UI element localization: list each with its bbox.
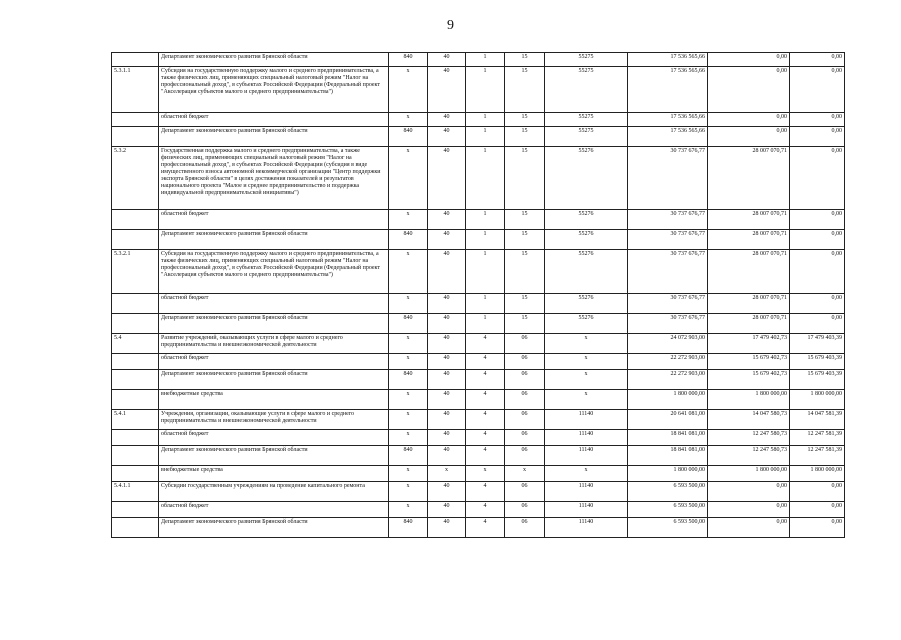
code-direction-cell: 11140 xyxy=(545,502,628,518)
code-direction-cell: x xyxy=(545,354,628,370)
row-name-cell: внебюджетные средства xyxy=(159,390,389,410)
table-row xyxy=(112,210,845,230)
amount-year3-cell: 1 800 000,00 xyxy=(790,466,845,482)
amount-year3-cell: 14 047 581,39 xyxy=(790,410,845,430)
code-event-cell: 15 xyxy=(505,230,545,250)
code-subprogram-cell: 1 xyxy=(466,67,505,113)
amount-year1-cell: 30 737 676,77 xyxy=(628,147,708,210)
code-event-cell: 06 xyxy=(505,354,545,370)
amount-year1-cell: 1 800 000,00 xyxy=(628,390,708,410)
row-number-cell xyxy=(112,370,159,390)
code-event-cell: 15 xyxy=(505,314,545,334)
table-row xyxy=(112,334,845,354)
row-name-cell: областной бюджет xyxy=(159,430,389,446)
amount-year3-cell: 0,00 xyxy=(790,67,845,113)
code-direction-cell: 11140 xyxy=(545,518,628,538)
table-row xyxy=(112,430,845,446)
amount-year1-cell: 6 593 500,00 xyxy=(628,502,708,518)
amount-year1-cell: 18 841 081,00 xyxy=(628,430,708,446)
amount-year2-cell: 28 007 070,71 xyxy=(708,314,790,334)
row-number-cell xyxy=(112,446,159,466)
code-program-cell: 40 xyxy=(428,390,466,410)
row-name-cell: Субсидия на государственную поддержку малого и среднего предпринимательства, а также физических лиц, применяющих специальный налоговый режим "Налог на профессиональный доход", в субъектах Российской Федерации (Федеральный проект "Акселерация субъектов малого и среднего предпринимательства") xyxy=(159,250,389,294)
amount-year3-cell: 0,00 xyxy=(790,502,845,518)
code-program-cell: 40 xyxy=(428,147,466,210)
code-subprogram-cell: 1 xyxy=(466,230,505,250)
amount-year3-cell: 15 679 403,39 xyxy=(790,370,845,390)
amount-year2-cell: 28 007 070,71 xyxy=(708,250,790,294)
amount-year1-cell: 18 841 081,00 xyxy=(628,446,708,466)
code-subprogram-cell: 4 xyxy=(466,430,505,446)
table-row xyxy=(112,250,845,294)
amount-year2-cell: 0,00 xyxy=(708,482,790,502)
amount-year3-cell: 0,00 xyxy=(790,518,845,538)
amount-year3-cell: 0,00 xyxy=(790,314,845,334)
budget-table xyxy=(111,52,845,538)
code-program-cell: 40 xyxy=(428,250,466,294)
table-row xyxy=(112,127,845,147)
code-grbs-cell: x xyxy=(389,334,428,354)
amount-year3-cell: 0,00 xyxy=(790,147,845,210)
amount-year3-cell: 0,00 xyxy=(790,482,845,502)
row-name-cell: областной бюджет xyxy=(159,113,389,127)
row-name-cell: Департамент экономического развития Брянской области xyxy=(159,370,389,390)
table-row xyxy=(112,53,845,67)
row-number-cell: 5.4.1 xyxy=(112,410,159,430)
code-program-cell: 40 xyxy=(428,294,466,314)
code-program-cell: x xyxy=(428,466,466,482)
row-number-cell xyxy=(112,502,159,518)
code-program-cell: 40 xyxy=(428,67,466,113)
amount-year2-cell: 0,00 xyxy=(708,113,790,127)
amount-year3-cell: 0,00 xyxy=(790,250,845,294)
row-number-cell xyxy=(112,113,159,127)
row-name-cell: Государственная поддержка малого и среднего предпринимательства, а также физических лиц, применяющих специальный налоговый режим "Налог на профессиональный доход", в субъектах Российской Федерации (субсидия в виде имущественного взноса автономной некоммерческой организации "Центр поддержки экспорта Брянской области" в целях достижения показателей и результатов национального проекта "Малое и среднее предпринимательство и поддержка индивидуальной предпринимательской инициативы") xyxy=(159,147,389,210)
code-event-cell: 15 xyxy=(505,127,545,147)
amount-year1-cell: 30 737 676,77 xyxy=(628,250,708,294)
row-number-cell xyxy=(112,466,159,482)
amount-year2-cell: 17 479 402,73 xyxy=(708,334,790,354)
code-subprogram-cell: 4 xyxy=(466,446,505,466)
code-event-cell: 06 xyxy=(505,390,545,410)
table-row xyxy=(112,518,845,538)
amount-year3-cell: 0,00 xyxy=(790,127,845,147)
row-number-cell xyxy=(112,390,159,410)
code-direction-cell: x xyxy=(545,390,628,410)
amount-year2-cell: 28 007 070,71 xyxy=(708,294,790,314)
code-grbs-cell: x xyxy=(389,354,428,370)
code-program-cell: 40 xyxy=(428,354,466,370)
code-direction-cell: 55276 xyxy=(545,210,628,230)
row-number-cell xyxy=(112,314,159,334)
code-direction-cell: 55275 xyxy=(545,53,628,67)
row-number-cell xyxy=(112,53,159,67)
row-name-cell: Департамент экономического развития Брянской области xyxy=(159,127,389,147)
code-event-cell: x xyxy=(505,466,545,482)
code-direction-cell: 11140 xyxy=(545,410,628,430)
row-name-cell: Департамент экономического развития Брянской области xyxy=(159,446,389,466)
code-grbs-cell: x xyxy=(389,210,428,230)
code-subprogram-cell: 4 xyxy=(466,482,505,502)
amount-year2-cell: 15 679 402,73 xyxy=(708,370,790,390)
amount-year2-cell: 28 007 070,71 xyxy=(708,147,790,210)
row-number-cell: 5.3.2.1 xyxy=(112,250,159,294)
code-direction-cell: 55276 xyxy=(545,250,628,294)
code-event-cell: 15 xyxy=(505,67,545,113)
code-direction-cell: 55276 xyxy=(545,147,628,210)
code-grbs-cell: x xyxy=(389,113,428,127)
table-row xyxy=(112,113,845,127)
code-direction-cell: 55276 xyxy=(545,314,628,334)
row-name-cell: Департамент экономического развития Брянской области xyxy=(159,230,389,250)
table-row xyxy=(112,446,845,466)
code-program-cell: 40 xyxy=(428,482,466,502)
amount-year3-cell: 0,00 xyxy=(790,230,845,250)
row-number-cell xyxy=(112,430,159,446)
row-name-cell: областной бюджет xyxy=(159,294,389,314)
table-row xyxy=(112,147,845,210)
amount-year3-cell: 0,00 xyxy=(790,294,845,314)
row-number-cell xyxy=(112,230,159,250)
code-direction-cell: x xyxy=(545,334,628,354)
code-direction-cell: 11140 xyxy=(545,446,628,466)
row-number-cell: 5.3.1.1 xyxy=(112,67,159,113)
amount-year1-cell: 6 593 500,00 xyxy=(628,518,708,538)
code-grbs-cell: 840 xyxy=(389,53,428,67)
code-program-cell: 40 xyxy=(428,127,466,147)
amount-year2-cell: 12 247 580,73 xyxy=(708,430,790,446)
row-name-cell: областной бюджет xyxy=(159,502,389,518)
table-row xyxy=(112,67,845,113)
code-event-cell: 06 xyxy=(505,446,545,466)
amount-year1-cell: 17 536 565,66 xyxy=(628,127,708,147)
row-number-cell: 5.4.1.1 xyxy=(112,482,159,502)
code-event-cell: 15 xyxy=(505,210,545,230)
code-event-cell: 06 xyxy=(505,334,545,354)
code-event-cell: 15 xyxy=(505,250,545,294)
code-subprogram-cell: 1 xyxy=(466,210,505,230)
code-event-cell: 15 xyxy=(505,147,545,210)
code-subprogram-cell: 1 xyxy=(466,127,505,147)
amount-year2-cell: 14 047 580,73 xyxy=(708,410,790,430)
amount-year3-cell: 0,00 xyxy=(790,53,845,67)
amount-year2-cell: 15 679 402,73 xyxy=(708,354,790,370)
amount-year3-cell: 1 800 000,00 xyxy=(790,390,845,410)
code-event-cell: 15 xyxy=(505,294,545,314)
code-program-cell: 40 xyxy=(428,210,466,230)
code-program-cell: 40 xyxy=(428,53,466,67)
code-event-cell: 06 xyxy=(505,430,545,446)
code-program-cell: 40 xyxy=(428,314,466,334)
amount-year2-cell: 1 800 000,00 xyxy=(708,466,790,482)
code-subprogram-cell: 4 xyxy=(466,502,505,518)
row-number-cell xyxy=(112,127,159,147)
row-name-cell: Департамент экономического развития Брянской области xyxy=(159,53,389,67)
table-row xyxy=(112,410,845,430)
code-direction-cell: x xyxy=(545,466,628,482)
code-program-cell: 40 xyxy=(428,518,466,538)
code-subprogram-cell: 1 xyxy=(466,113,505,127)
amount-year2-cell: 0,00 xyxy=(708,67,790,113)
code-event-cell: 06 xyxy=(505,518,545,538)
row-name-cell: внебюджетные средства xyxy=(159,466,389,482)
amount-year2-cell: 0,00 xyxy=(708,127,790,147)
amount-year3-cell: 15 679 403,39 xyxy=(790,354,845,370)
amount-year3-cell: 0,00 xyxy=(790,113,845,127)
table-row xyxy=(112,390,845,410)
code-subprogram-cell: x xyxy=(466,466,505,482)
amount-year2-cell: 1 800 000,00 xyxy=(708,390,790,410)
amount-year2-cell: 0,00 xyxy=(708,518,790,538)
code-grbs-cell: x xyxy=(389,410,428,430)
row-name-cell: Учреждения, организации, оказывающие услуги в сфере малого и среднего предпринимательства и внешнеэкономической деятельности xyxy=(159,410,389,430)
amount-year1-cell: 22 272 903,00 xyxy=(628,354,708,370)
code-grbs-cell: x xyxy=(389,430,428,446)
code-grbs-cell: x xyxy=(389,250,428,294)
amount-year1-cell: 30 737 676,77 xyxy=(628,314,708,334)
code-grbs-cell: 840 xyxy=(389,370,428,390)
code-event-cell: 06 xyxy=(505,370,545,390)
code-program-cell: 40 xyxy=(428,113,466,127)
amount-year1-cell: 20 641 081,00 xyxy=(628,410,708,430)
amount-year1-cell: 1 800 000,00 xyxy=(628,466,708,482)
row-number-cell xyxy=(112,294,159,314)
code-program-cell: 40 xyxy=(428,502,466,518)
row-number-cell xyxy=(112,354,159,370)
code-direction-cell: 55276 xyxy=(545,294,628,314)
code-subprogram-cell: 4 xyxy=(466,370,505,390)
amount-year1-cell: 24 072 903,00 xyxy=(628,334,708,354)
code-event-cell: 15 xyxy=(505,53,545,67)
code-event-cell: 06 xyxy=(505,482,545,502)
table-row xyxy=(112,230,845,250)
code-subprogram-cell: 4 xyxy=(466,334,505,354)
code-program-cell: 40 xyxy=(428,230,466,250)
table-row xyxy=(112,294,845,314)
table-row xyxy=(112,482,845,502)
row-name-cell: Департамент экономического развития Брянской области xyxy=(159,518,389,538)
row-name-cell: Субсидия на государственную поддержку малого и среднего предпринимательства, а также физических лиц, применяющих специальный налоговый режим "Налог на профессиональный доход", в субъектах Российской Федерации (Федеральный проект "Акселерация субъектов малого и среднего предпринимательства") xyxy=(159,67,389,113)
row-number-cell xyxy=(112,210,159,230)
code-grbs-cell: x xyxy=(389,67,428,113)
table-row xyxy=(112,466,845,482)
amount-year1-cell: 17 536 565,66 xyxy=(628,67,708,113)
code-direction-cell: x xyxy=(545,370,628,390)
table-row xyxy=(112,354,845,370)
amount-year1-cell: 17 536 565,66 xyxy=(628,113,708,127)
row-name-cell: Развитие учреждений, оказывающих услуги в сфере малого и среднего предпринимательства и внешнеэкономической деятельности xyxy=(159,334,389,354)
code-subprogram-cell: 1 xyxy=(466,314,505,334)
code-grbs-cell: 840 xyxy=(389,518,428,538)
code-event-cell: 15 xyxy=(505,113,545,127)
row-number-cell xyxy=(112,518,159,538)
amount-year1-cell: 17 536 565,66 xyxy=(628,53,708,67)
code-grbs-cell: x xyxy=(389,294,428,314)
code-grbs-cell: 840 xyxy=(389,230,428,250)
code-grbs-cell: x xyxy=(389,147,428,210)
amount-year3-cell: 12 247 581,39 xyxy=(790,446,845,466)
code-program-cell: 40 xyxy=(428,430,466,446)
code-grbs-cell: x xyxy=(389,502,428,518)
code-subprogram-cell: 4 xyxy=(466,518,505,538)
code-grbs-cell: x xyxy=(389,482,428,502)
amount-year3-cell: 17 479 403,39 xyxy=(790,334,845,354)
code-program-cell: 40 xyxy=(428,334,466,354)
code-direction-cell: 11140 xyxy=(545,482,628,502)
code-subprogram-cell: 1 xyxy=(466,294,505,314)
row-number-cell: 5.4 xyxy=(112,334,159,354)
amount-year1-cell: 30 737 676,77 xyxy=(628,230,708,250)
row-number-cell: 5.3.2 xyxy=(112,147,159,210)
amount-year3-cell: 12 247 581,39 xyxy=(790,430,845,446)
code-grbs-cell: x xyxy=(389,466,428,482)
amount-year2-cell: 0,00 xyxy=(708,53,790,67)
code-subprogram-cell: 4 xyxy=(466,354,505,370)
code-direction-cell: 55275 xyxy=(545,67,628,113)
page-number: 9 xyxy=(447,18,454,33)
code-direction-cell: 55276 xyxy=(545,230,628,250)
amount-year2-cell: 28 007 070,71 xyxy=(708,230,790,250)
row-name-cell: Субсидии государственным учреждениям на проведение капитального ремонта xyxy=(159,482,389,502)
code-subprogram-cell: 4 xyxy=(466,390,505,410)
code-direction-cell: 55275 xyxy=(545,113,628,127)
table-row xyxy=(112,370,845,390)
row-name-cell: Департамент экономического развития Брянской области xyxy=(159,314,389,334)
code-program-cell: 40 xyxy=(428,446,466,466)
code-grbs-cell: 840 xyxy=(389,314,428,334)
code-grbs-cell: 840 xyxy=(389,446,428,466)
code-subprogram-cell: 1 xyxy=(466,53,505,67)
code-program-cell: 40 xyxy=(428,410,466,430)
code-grbs-cell: 840 xyxy=(389,127,428,147)
amount-year3-cell: 0,00 xyxy=(790,210,845,230)
amount-year2-cell: 28 007 070,71 xyxy=(708,210,790,230)
amount-year1-cell: 30 737 676,77 xyxy=(628,210,708,230)
code-subprogram-cell: 4 xyxy=(466,410,505,430)
amount-year1-cell: 22 272 903,00 xyxy=(628,370,708,390)
code-event-cell: 06 xyxy=(505,502,545,518)
code-subprogram-cell: 1 xyxy=(466,147,505,210)
code-direction-cell: 11140 xyxy=(545,430,628,446)
code-subprogram-cell: 1 xyxy=(466,250,505,294)
code-direction-cell: 55275 xyxy=(545,127,628,147)
code-grbs-cell: x xyxy=(389,390,428,410)
row-name-cell: областной бюджет xyxy=(159,354,389,370)
amount-year2-cell: 12 247 580,73 xyxy=(708,446,790,466)
table-row xyxy=(112,502,845,518)
amount-year1-cell: 6 593 500,00 xyxy=(628,482,708,502)
amount-year2-cell: 0,00 xyxy=(708,502,790,518)
code-program-cell: 40 xyxy=(428,370,466,390)
amount-year1-cell: 30 737 676,77 xyxy=(628,294,708,314)
row-name-cell: областной бюджет xyxy=(159,210,389,230)
code-event-cell: 06 xyxy=(505,410,545,430)
table-row xyxy=(112,314,845,334)
